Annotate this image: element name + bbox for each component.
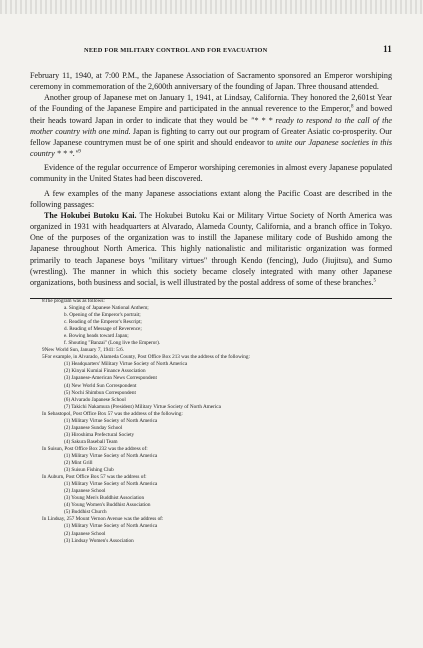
footnote-line: (5) Buddhist Church	[64, 509, 107, 516]
footnote-line: (2) Kinyai Kumiai Finance Association	[64, 368, 146, 375]
footnote-line: 9New World Sun, January 7, 1941: 5:6.	[42, 347, 125, 354]
footnote-line: d. Reading of Message of Reverence;	[64, 326, 142, 333]
footnote-line: (1) Military Virtue Society of North America	[64, 523, 158, 530]
footnote-line: (4) New World Sun Correspondent	[64, 382, 137, 389]
footnote-line: (6) Alvarado Japanese School	[64, 396, 126, 403]
paragraph-4: A few examples of the many Japanese associations extant along the Pacific Coast are described in the following passages:	[30, 188, 392, 209]
footnote-line: b. Opening of the Emperor's portrait;	[64, 312, 141, 319]
paragraph-2: Another group of Japanese met on January 1, 1941, at Lindsay, California. They honored the 2,601st Year of the Founding of the Japanese Empire and participated in the annual reverence to the Emperor,$^8$ and bowed their heads toward Japan in order to indicate that they would be "* * * ready to respond to the call of the mother country with one mind. Japan is fighting to carry out our program of Greater Asiatic co-prosperity. Our fellow Japanese countrymen must be of one spirit and should endeavor to unite our Japanese societies in this country * * *."$^9$	[30, 93, 392, 159]
footnote-line: 5For example, in Alvarado, Alameda County, Post Office Box 213 was the address of the following:	[42, 354, 250, 361]
footnote-line: (3) Young Men's Buddhist Association	[64, 495, 145, 502]
running-header	[84, 44, 392, 54]
footnote-line: (4) Young Women's Buddhist Association	[64, 502, 151, 509]
page-number: 11	[383, 44, 392, 54]
footnote-line: f. Shouting "Banzai" (Long live the Emperor).	[64, 340, 161, 347]
footnote-line: (1) Military Virtue Society of North America	[64, 417, 158, 424]
footnote-line: (7) Takichi Nakamura (President) Military Virtue Society of North America	[64, 403, 221, 410]
footnote-line: (3) Hiroshima Prefectural Society	[64, 431, 135, 438]
footnote-line: 8The program was as follows:	[42, 297, 105, 304]
footnote-line: c. Reading of the Emperor's Rescript;	[64, 319, 142, 326]
footnote-line: In Sebastopol, Post Office Box 57 was the address of the following:	[42, 410, 183, 417]
footnote-line: a. Singing of Japanese National Anthem;	[64, 305, 149, 312]
scan-rule-line	[30, 298, 392, 299]
section-heading: The Hokubei Butoku Kai.	[44, 210, 137, 220]
footnote-line: (1) Military Virtue Society of North America	[64, 481, 158, 488]
footnote-line: (3) Japanese-American News Correspondent	[64, 375, 157, 382]
footnote-line: (1) Headquarters' Military Virtue Society of North America	[64, 361, 188, 368]
document-page	[30, 44, 392, 545]
paragraph-3: Evidence of the regular occurrence of Emperor worshiping ceremonies in almost every Japanese populated community in the United States had been discovered.	[30, 163, 392, 184]
footnote-line: e. Bowing heads toward Japan;	[64, 333, 129, 340]
footnote-line: (3) Suisun Fishing Club	[64, 467, 114, 474]
footnote-line: In Suisun, Post Office Box 232 was the address of:	[42, 445, 148, 452]
paragraph-1: February 11, 1940, at 7:00 P.M., the Japanese Association of Sacramento sponsored an Emperor worshiping ceremony in commemoration of the 2,600th anniversary of the founding of Japan. Three thousand attended.	[30, 71, 392, 92]
footnote-line: (1) Military Virtue Society of North America	[64, 453, 158, 459]
footnote-line: In Lindsay, 257 Mount Vernon Avenue was the address of:	[42, 516, 164, 523]
header-title: NEED FOR MILITARY CONTROL AND FOR EVACUATION	[84, 47, 268, 54]
scan-noise-band	[0, 0, 423, 14]
paragraph-5: The Hokubei Butoku Kai. The Hokubei Butoku Kai or Military Virtue Society of North America was organized in 1931 with headquarters at Alvarado, Alameda County, California, and a branch office in Tokyo. One of the purposes of the organization was to instill the Japanese military code of Bushido among the Japanese throughout North America. This highly nationalistic and militaristic organization was formed primarily to teach Japanese boys "military virtues" through Kendo (fencing), Judo (Jiujitsu), and Sumo (wrestling). The manner in which this society became closely integrated with many other Japanese organizations, both business and social, is well illustrated by the postal address of some of these branches.$^5$	[30, 210, 392, 287]
body-text	[30, 70, 392, 288]
footnote-line: (3) Lindsay Women's Association	[64, 537, 134, 544]
footnotes	[30, 298, 392, 545]
footnote-line: (2) Japanese Sunday School	[64, 424, 123, 431]
footnote-line: (2) Japanese School	[64, 530, 106, 537]
footnote-line: In Auburn, Post Office Box 57 was the address of:	[42, 474, 147, 481]
footnote-line: (2) Mint Grill	[64, 460, 93, 467]
footnote-line: (5) Nochi Shimbun Correspondent	[64, 389, 136, 396]
footnote-line: (2) Japanese School	[64, 488, 106, 495]
footnote-line: (4) Sakura Baseball Team	[64, 438, 118, 445]
